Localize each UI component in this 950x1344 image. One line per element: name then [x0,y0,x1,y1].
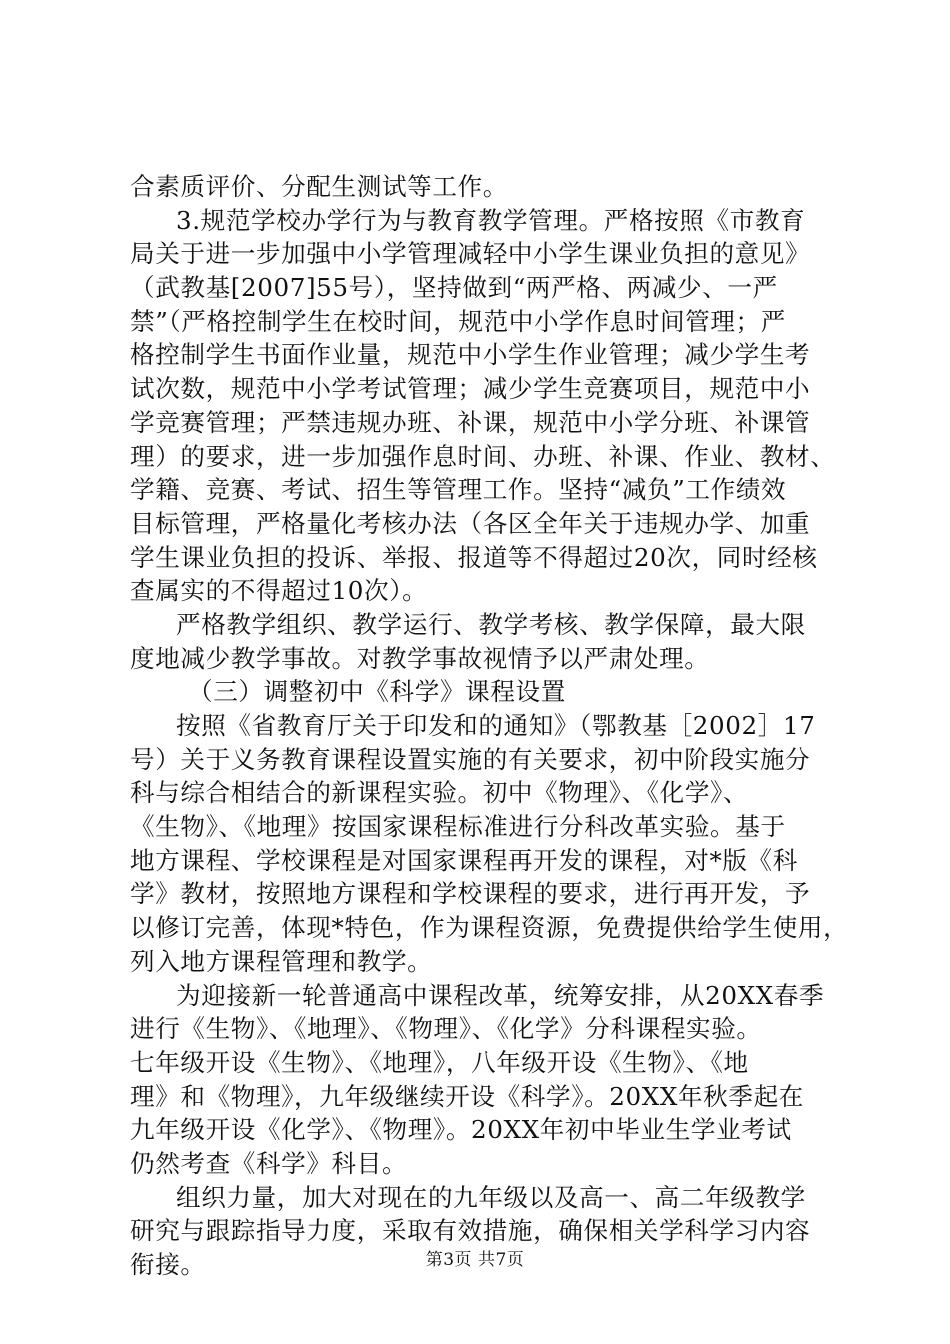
text-line: 学籍、竞赛、考试、招生等管理工作。坚持“减负”工作绩效 [130,475,787,505]
text-line: 列入地方课程管理和教学。 [130,946,433,976]
text-line: 七年级开设《生物》、《地理》，八年级开设《生物》、《地 [130,1047,749,1077]
text-line: 研究与跟踪指导力度，采取有效措施，确保相关学科学习内容 [130,1216,811,1246]
text-line: 查属实的不得超过10次）。 [130,576,428,606]
text-line: 仍然考查《科学》科目。 [130,1148,408,1178]
text-line: 学》教材，按照地方课程和学校课程的要求，进行再开发，予 [130,879,811,909]
document-body [130,170,849,1282]
text-line: 九年级开设《化学》、《物理》。20XX年初中毕业生学业考试 [130,1115,792,1145]
text-line: 进行《生物》、《地理》、《物理》、《化学》分科课程实验。 [130,1014,762,1044]
text-line: 地方课程、学校课程是对国家课程再开发的课程，对*版《科 [130,845,798,875]
text-line: 试次数，规范中小学考试管理；减少学生竞赛项目，规范中小 [130,374,811,404]
text-line: 目标管理，严格量化考核办法（各区全年关于违规办学、加重 [130,508,811,538]
text-line: 衔接。 [130,1250,206,1279]
text-line: 格控制学生书面作业量，规范中小学生作业管理；减少学生考 [130,340,811,370]
text-line: 科与综合相结合的新课程实验。初中《物理》、《化学》、 [130,778,749,808]
text-line: 禁”（严格控制学生在校时间，规范中小学作息时间管理；严 [130,306,786,336]
text-line: 学竞赛管理；严禁违规办班、补课，规范中小学分班、补课管 [130,407,811,437]
paragraph-start-line: 组织力量，加大对现在的九年级以及高一、高二年级教学 [176,1182,806,1212]
text-line: 度地减少教学事故。对教学事故视情予以严肃处理。 [130,643,710,673]
text-line: 学生课业负担的投诉、举报、报道等不得超过20次，同时经核 [130,542,818,572]
text-line: 局关于进一步加强中小学管理减轻中小学生课业负担的意见》 [130,239,811,269]
paragraph-start-line: 按照《省教育厅关于印发和的通知》（鄂教基［2002］17 [176,711,816,740]
text-line: 理）的要求，进一步加强作息时间、办班、补课、作业、教材、 [130,441,836,471]
section-heading: （三）调整初中《科学》课程设置 [188,677,566,707]
paragraph-start-line: 3.规范学校办学行为与教育教学管理。严格按照《市教育 [176,205,806,235]
page-footer: 第3页 共7页 [425,1250,525,1270]
text-line: 理》和《物理》，九年级继续开设《科学》。20XX年秋季起在 [130,1081,804,1111]
text-line: 《生物》、《地理》按国家课程标准进行分科改革实验。基于 [130,812,786,842]
text-line: 合素质评价、分配生测试等工作。 [130,172,508,201]
paragraph-start-line: 严格教学组织、教学运行、教学考核、教学保障，最大限 [176,609,806,639]
text-line: （武教基[2007]55号），坚持做到“两严格、两减少、一严 [130,273,778,303]
paragraph-start-line: 为迎接新一轮普通高中课程改革，统筹安排，从20XX春季 [176,980,825,1010]
text-line: 以修订完善，体现*特色，作为课程资源，免费提供给学生使用， [130,913,849,943]
text-line: 号）关于义务教育课程设置实施的有关要求，初中阶段实施分 [130,744,811,774]
